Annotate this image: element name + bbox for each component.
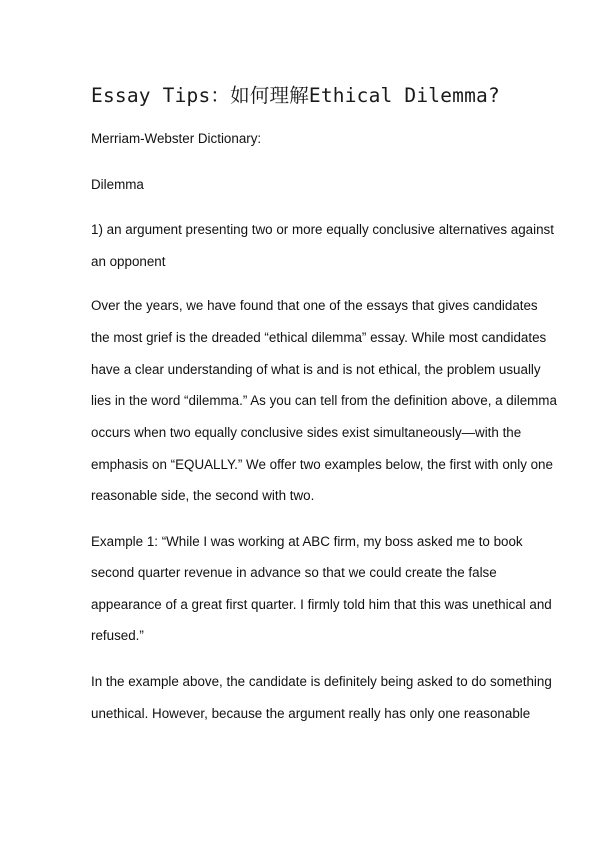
paragraph-line: the most grief is the dreaded “ethical dilemma” essay. While most candidates — [91, 330, 547, 345]
example-line: appearance of a great first quarter. I firmly told him that this was unethical and — [91, 597, 552, 612]
paragraph-line: reasonable side, the second with two. — [91, 488, 315, 503]
paragraph-line: occurs when two equally conclusive sides exist simultaneously—with the — [91, 425, 522, 440]
definition-line: an opponent — [91, 254, 166, 269]
paragraph-line: Over the years, we have found that one of the essays that gives candidates — [91, 298, 538, 313]
document-title: Essay Tips：如何理解Ethical Dilemma? — [91, 84, 500, 107]
example-line: Example 1: “While I was working at ABC firm, my boss asked me to book — [91, 534, 523, 549]
example-line: refused.” — [91, 628, 144, 643]
source-heading: Merriam-Webster Dictionary: — [91, 131, 262, 146]
paragraph-line: lies in the word “dilemma.” As you can tell from the definition above, a dilemma — [91, 393, 557, 408]
paragraph-line: unethical. However, because the argument really has only one reasonable — [91, 706, 531, 721]
paragraph-line: emphasis on “EQUALLY.” We offer two examples below, the first with only one — [91, 457, 553, 472]
example-line: second quarter revenue in advance so that we could create the false — [91, 565, 497, 580]
definition-line: 1) an argument presenting two or more equally conclusive alternatives against — [91, 222, 554, 237]
paragraph-line: In the example above, the candidate is definitely being asked to do something — [91, 674, 552, 689]
paragraph-line: have a clear understanding of what is and is not ethical, the problem usually — [91, 362, 541, 377]
term-heading: Dilemma — [91, 177, 144, 192]
